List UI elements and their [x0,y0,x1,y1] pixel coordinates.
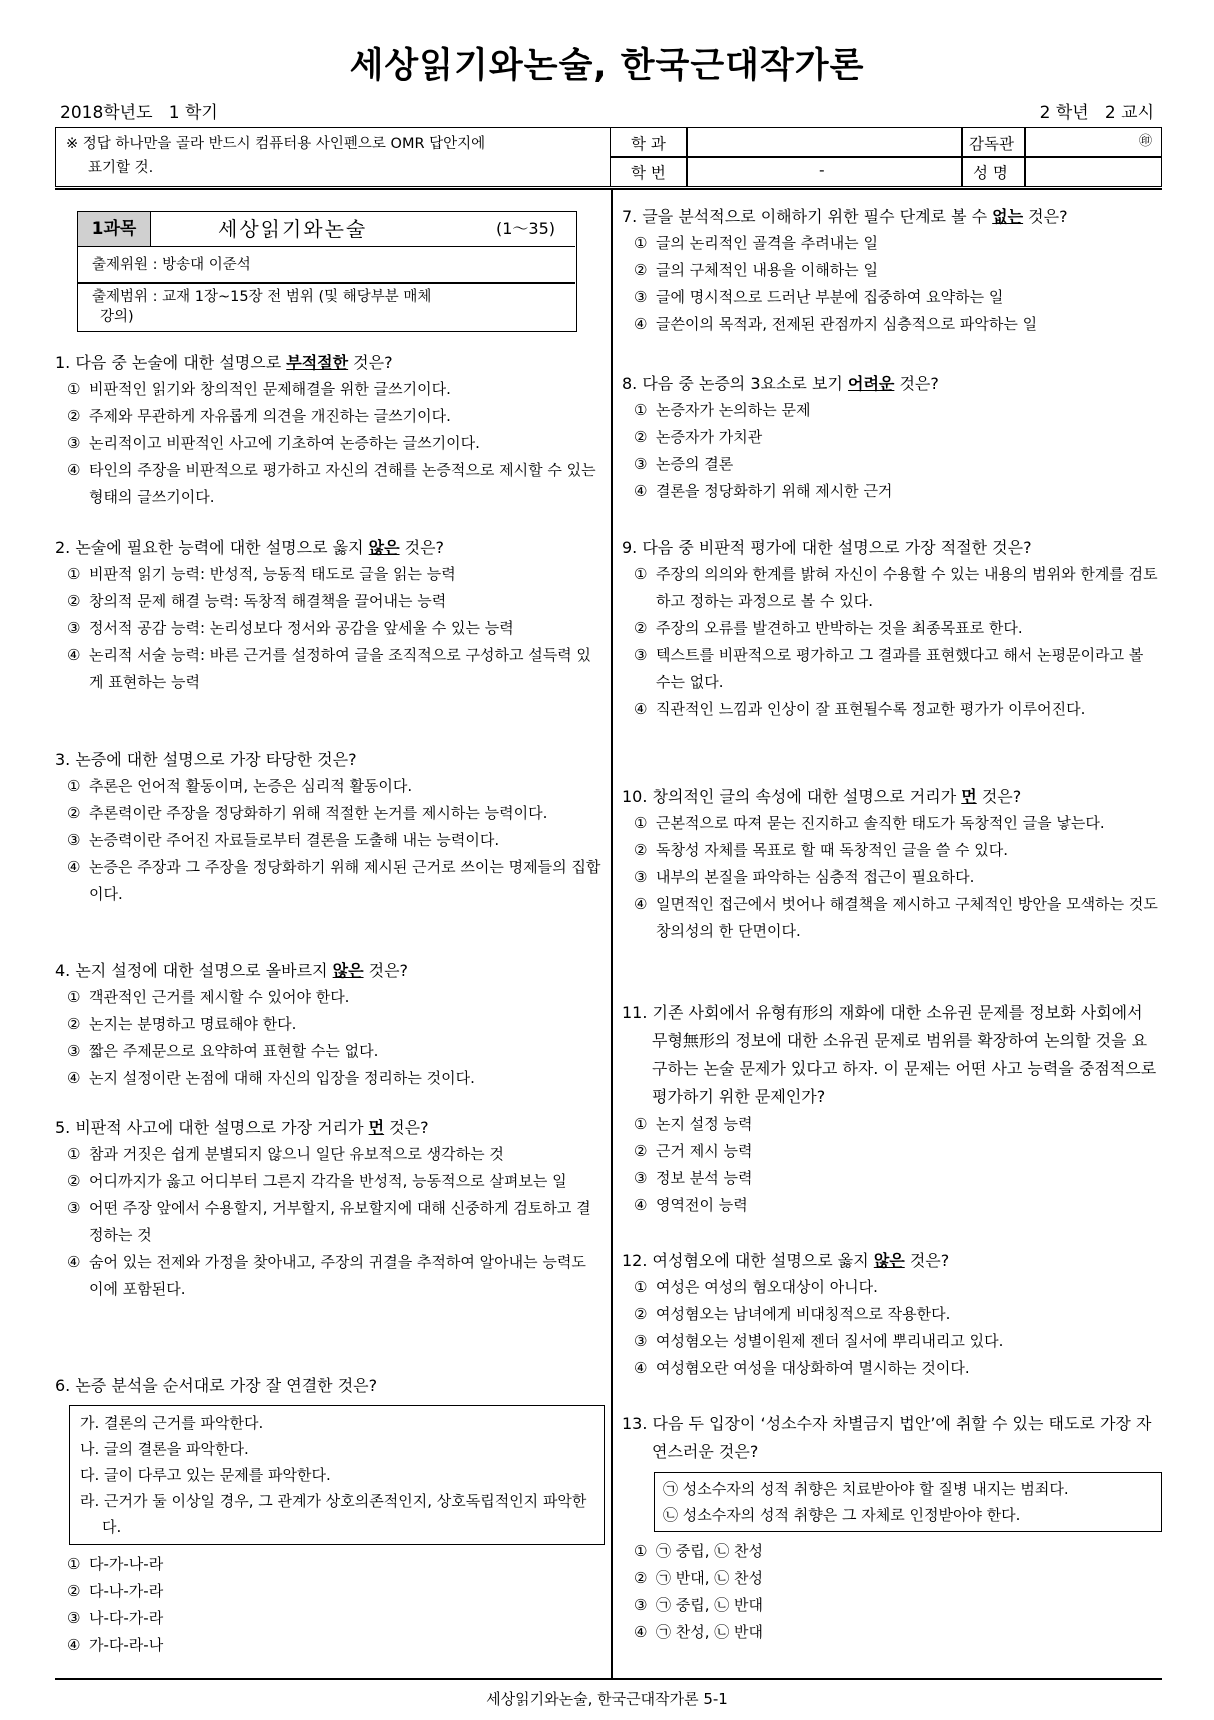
answer-option-1 [55,376,605,403]
option-number: ③ [634,1332,648,1350]
name-field[interactable] [1026,159,1159,185]
option-text: 근거 제시 능력 [656,1142,753,1160]
option-number: ③ [634,1596,648,1614]
option-text: 객관적인 근거를 제시할 수 있어야 한다. [89,988,350,1006]
answer-option-3 [55,430,605,457]
option-number: ④ [634,895,648,913]
box-item: ㉡ 성소수자의 성적 취향은 그 자체로 인정받아야 한다. [663,1506,1021,1524]
question-9 [622,535,1162,723]
top-rule [55,188,1162,190]
answer-option-3 [622,284,1162,311]
option-number: ③ [634,455,648,473]
answer-option-3 [622,1592,1162,1619]
answer-option-4 [55,1632,605,1659]
option-number: ④ [67,1069,81,1087]
option-text: 주제와 무관하게 자유롭게 의견을 개진하는 글쓰기이다. [89,407,451,425]
option-number: ③ [634,1169,648,1187]
question-stem: 10. 창의적인 글의 속성에 대한 설명으로 거리가 먼 것은? [622,787,1022,806]
question-3 [55,747,605,908]
option-text: 추론은 언어적 활동이며, 논증은 심리적 활동이다. [89,777,413,795]
option-number: ① [67,777,81,795]
option-number: ③ [67,619,81,637]
option-text: 독창성 자체를 목표로 할 때 독창적인 글을 쓸 수 있다. [656,841,1008,859]
option-number: ③ [67,831,81,849]
answer-option-1 [55,1141,605,1168]
exam-grade: 2 학년 [1039,103,1089,123]
option-number: ③ [67,434,81,452]
answer-option-2 [622,615,1162,642]
question-2 [55,535,605,696]
question-13-box [654,1472,1162,1532]
question-stem: 7. 글을 분석적으로 이해하기 위한 필수 단계로 볼 수 없는 것은? [622,207,1068,226]
name-label: 성 명 [973,164,1008,182]
option-number: ④ [634,315,648,333]
answer-option-1 [622,230,1162,257]
option-text: 어떤 주장 앞에서 수용할지, 거부할지, 유보할지에 대해 신중하게 검토하고 결정하는 것 [89,1199,591,1244]
option-text: 근본적으로 따져 묻는 진지하고 솔직한 태도가 독창적인 글을 낳는다. [656,814,1105,832]
option-number: ④ [67,646,81,664]
question-stem: 3. 논증에 대한 설명으로 가장 타당한 것은? [55,750,357,769]
option-number: ② [634,841,648,859]
question-11 [622,999,1162,1219]
option-text: 논증은 주장과 그 주장을 정당화하기 위해 제시된 근거로 쓰이는 명제들의 집합이다. [89,858,601,903]
option-text: 나-다-가-라 [89,1609,164,1627]
exam-grade-period [1040,98,1154,123]
option-number: ① [634,234,648,252]
omr-notice [56,128,611,186]
answer-option-4 [55,854,605,908]
option-text: 논지 설정이란 논점에 대해 자신의 입장을 정리하는 것이다. [89,1069,475,1087]
scope-line-2: 강의) [100,309,134,325]
question-stem: 11. 기존 사회에서 유형有形의 재화에 대한 소유권 문제를 정보화 사회에서 무형無形의 정보에 대한 소유권 문제로 범위를 확장하여 논의할 것을 요구하는 논술 문제가 있다고 하자. 이 문제는 어떤 사고 능력을 중점적으로 평가하기 위한 문제인가? [622,1003,1157,1106]
option-number: ④ [67,461,81,479]
answer-option-3 [622,451,1162,478]
option-number: ③ [634,288,648,306]
subject-scope [92,287,562,327]
option-text: 창의적 문제 해결 능력: 독창적 해결책을 끌어내는 능력 [89,592,447,610]
answer-option-2 [622,1138,1162,1165]
answer-option-1 [55,773,605,800]
answer-option-4 [55,1249,605,1303]
option-number: ④ [67,1253,81,1271]
answer-option-1 [55,1551,605,1578]
question-stem: 1. 다음 중 논술에 대한 설명으로 부적절한 것은? [55,353,393,372]
answer-option-4 [622,1192,1162,1219]
option-text: 숨어 있는 전제와 가정을 찾아내고, 주장의 귀결을 추적하여 알아내는 능력도 이에 포함된다. [89,1253,586,1298]
option-text: 논증력이란 주어진 자료들로부터 결론을 도출해 내는 능력이다. [89,831,500,849]
question-13 [622,1410,1162,1646]
option-text: 여성혐오는 남녀에게 비대칭적으로 작용한다. [656,1305,951,1323]
option-text: 참과 거짓은 쉽게 분별되지 않으니 일단 유보적으로 생각하는 것 [89,1145,504,1163]
option-number: ② [67,1172,81,1190]
answer-option-3 [622,642,1162,696]
option-text: 여성혐오란 여성을 대상화하여 멸시하는 것이다. [656,1359,970,1377]
option-text: 짧은 주제문으로 요약하여 표현할 수는 없다. [89,1042,379,1060]
answer-option-3 [55,1605,605,1632]
option-text: 여성혐오는 성별이원제 젠더 질서에 뿌리내리고 있다. [656,1332,1004,1350]
student-id-dash: - [819,161,825,179]
option-text: 타인의 주장을 비판적으로 평가하고 자신의 견해를 논증적으로 제시할 수 있는 형태의 글쓰기이다. [89,461,596,506]
option-text: 논지 설정 능력 [656,1115,753,1133]
scope-line-1: 출제범위 : 교재 1장~15장 전 범위 (및 해당부분 매체 [92,289,432,305]
option-text: 비판적인 읽기와 창의적인 문제해결을 위한 글쓰기이다. [89,380,451,398]
option-text: 직관적인 느낌과 인상이 잘 표현될수록 정교한 평가가 이루어진다. [656,700,1086,718]
option-text: ㉠ 중립, ㉡ 반대 [656,1596,764,1614]
exam-year: 2018학년도 [60,103,153,123]
option-number: ② [634,1142,648,1160]
option-number: ④ [634,1359,648,1377]
option-number: ① [634,401,648,419]
option-text: 논리적이고 비판적인 사고에 기초하여 논증하는 글쓰기이다. [89,434,480,452]
column-divider [611,189,613,1679]
question-6 [55,1373,605,1659]
question-stem: 6. 논증 분석을 순서대로 가장 잘 연결한 것은? [55,1376,378,1395]
answer-option-3 [55,1038,605,1065]
answer-option-4 [55,642,605,696]
option-number: ② [634,619,648,637]
option-text: ㉠ 찬성, ㉡ 반대 [656,1623,764,1641]
student-info-table [55,127,1162,187]
option-text: 논지는 분명하고 명료해야 한다. [89,1015,297,1033]
question-10 [622,784,1162,945]
option-text: 다-나-가-라 [89,1582,164,1600]
answer-option-1 [55,984,605,1011]
option-number: ① [634,1278,648,1296]
subject-range: (1～35) [495,219,555,238]
dept-label: 학 과 [631,135,666,153]
page-title: 세상읽기와논술, 한국근대작가론 [349,46,865,86]
question-stem: 12. 여성혐오에 대한 설명으로 옳지 않은 것은? [622,1251,950,1270]
option-text: 주장의 오류를 발견하고 반박하는 것을 최종목표로 한다. [656,619,1023,637]
option-number: ④ [634,482,648,500]
student-id-label: 학 번 [631,164,666,182]
option-text: 추론력이란 주장을 정당화하기 위해 적절한 논거를 제시하는 능력이다. [89,804,548,822]
question-5 [55,1115,605,1303]
answer-option-2 [55,588,605,615]
answer-option-4 [622,891,1162,945]
option-text: 내부의 본질을 파악하는 심층적 접근이 필요하다. [656,868,975,886]
exam-period: 2 교시 [1104,103,1154,123]
option-number: ① [634,1542,648,1560]
answer-option-2 [55,1578,605,1605]
option-number: ② [634,428,648,446]
option-text: 텍스트를 비판적으로 평가하고 그 결과를 표현했다고 해서 논평문이라고 볼 수는 없다. [656,646,1144,691]
option-text: ㉠ 중립, ㉡ 찬성 [656,1542,764,1560]
option-text: 논리적 서술 능력: 바른 근거를 설정하여 글을 조직적으로 구성하고 설득력 있게 표현하는 능력 [89,646,591,691]
notice-line-1: ※ 정답 하나만을 골라 반드시 컴퓨터용 사인펜으로 OMR 답안지에 [66,136,486,152]
option-text: 영역전이 능력 [656,1196,748,1214]
box-item: 가. 결론의 근거를 파악한다. [80,1414,264,1432]
answer-option-2 [622,837,1162,864]
answer-option-3 [622,1328,1162,1355]
option-text: 글의 논리적인 골격을 추려내는 일 [656,234,878,252]
option-number: ① [67,1555,81,1573]
box-item: 다. 글이 다루고 있는 문제를 파악한다. [80,1466,331,1484]
question-6-box [69,1405,605,1545]
answer-option-3 [55,1195,605,1249]
answer-option-4 [55,1065,605,1092]
answer-option-4 [622,696,1162,723]
option-number: ① [67,988,81,1006]
option-number: ② [634,1569,648,1587]
answer-option-2 [55,403,605,430]
option-number: ① [67,380,81,398]
option-number: ④ [634,700,648,718]
box-item: 라. 근거가 둘 이상일 경우, 그 관계가 상호의존적인지, 상호독립적인지 파악한다. [80,1492,587,1536]
option-text: 글쓴이의 목적과, 전제된 관점까지 심층적으로 파악하는 일 [656,315,1038,333]
question-4 [55,958,605,1092]
answer-option-1 [622,397,1162,424]
option-number: ③ [634,868,648,886]
subject-author: 출제위원 : 방송대 이준석 [92,257,251,273]
option-number: ② [67,407,81,425]
answer-option-2 [622,424,1162,451]
option-text: 가-다-라-나 [89,1636,164,1654]
question-12 [622,1248,1162,1382]
box-item: ㉠ 성소수자의 성적 취향은 치료받아야 할 질병 내지는 범죄다. [663,1480,1069,1498]
option-number: ④ [634,1196,648,1214]
answer-option-2 [622,257,1162,284]
dept-field[interactable] [688,129,960,155]
option-number: ② [67,592,81,610]
answer-option-1 [622,1538,1162,1565]
exam-term: 1 학기 [168,103,218,123]
page-footer: 세상읽기와논술, 한국근대작가론 5-1 [486,1690,728,1708]
answer-option-4 [622,478,1162,505]
option-number: ① [634,565,648,583]
option-text: 논증자가 가치관 [656,428,763,446]
question-stem: 13. 다음 두 입장이 ‘성소수자 차별금지 법안’에 취할 수 있는 태도로 가장 자연스러운 것은? [622,1414,1152,1461]
answer-option-3 [55,615,605,642]
question-stem: 8. 다음 중 논증의 3요소로 보기 어려운 것은? [622,374,939,393]
subject-name: 세상읽기와논술 [218,217,368,241]
option-text: 논증자가 논의하는 문제 [656,401,811,419]
option-text: 정보 분석 능력 [656,1169,753,1187]
option-number: ③ [67,1199,81,1217]
option-text: 논증의 결론 [656,455,734,473]
option-number: ④ [634,1623,648,1641]
option-text: 글에 명시적으로 드러난 부분에 집중하여 요약하는 일 [656,288,1004,306]
option-number: ④ [67,858,81,876]
option-number: ① [67,1145,81,1163]
notice-line-2: 표기할 것. [88,160,154,176]
question-stem: 4. 논지 설정에 대한 설명으로 올바르지 않은 것은? [55,961,409,980]
question-8 [622,371,1162,505]
option-number: ① [634,814,648,832]
answer-option-1 [622,1274,1162,1301]
option-number: ① [634,1115,648,1133]
option-text: 어디까지가 옳고 어디부터 그른지 각각을 반성적, 능동적으로 살펴보는 일 [89,1172,567,1190]
bottom-rule [55,1678,1162,1680]
answer-option-4 [55,457,605,511]
question-7 [622,204,1162,338]
option-number: ② [634,1305,648,1323]
option-text: 주장의 의의와 한계를 밝혀 자신이 수용할 수 있는 내용의 범위와 한계를 검토하고 정하는 과정으로 볼 수 있다. [656,565,1158,610]
option-number: ② [67,804,81,822]
question-stem: 9. 다음 중 비판적 평가에 대한 설명으로 가장 적절한 것은? [622,538,1032,557]
answer-option-1 [622,561,1162,615]
option-text: 정서적 공감 능력: 논리성보다 정서와 공감을 앞세울 수 있는 능력 [89,619,514,637]
subject-info-box [77,211,577,332]
answer-option-3 [622,864,1162,891]
answer-option-2 [622,1301,1162,1328]
answer-option-2 [622,1565,1162,1592]
seal-icon: ㊞ [1139,134,1153,149]
option-text: ㉠ 반대, ㉡ 찬성 [656,1569,764,1587]
subject-number: 1과목 [78,212,151,246]
answer-option-3 [55,827,605,854]
answer-option-4 [622,311,1162,338]
option-number: ③ [634,646,648,664]
answer-option-1 [55,561,605,588]
exam-year-term [60,98,218,123]
option-number: ② [67,1015,81,1033]
answer-option-2 [55,800,605,827]
option-text: 여성은 여성의 혐오대상이 아니다. [656,1278,878,1296]
answer-option-1 [622,810,1162,837]
option-text: 일면적인 접근에서 벗어나 해결책을 제시하고 구체적인 방안을 모색하는 것도 창의성의 한 단면이다. [656,895,1158,940]
answer-option-2 [55,1168,605,1195]
question-stem: 5. 비판적 사고에 대한 설명으로 가장 거리가 먼 것은? [55,1118,429,1137]
option-number: ① [67,565,81,583]
answer-option-2 [55,1011,605,1038]
answer-option-1 [622,1111,1162,1138]
option-text: 다-가-나-라 [89,1555,164,1573]
answer-option-4 [622,1619,1162,1646]
question-stem: 2. 논술에 필요한 능력에 대한 설명으로 옳지 않은 것은? [55,538,445,557]
answer-option-3 [622,1165,1162,1192]
option-number: ③ [67,1042,81,1060]
option-number: ④ [67,1636,81,1654]
option-text: 비판적 읽기 능력: 반성적, 능동적 태도로 글을 읽는 능력 [89,565,456,583]
option-number: ② [634,261,648,279]
option-number: ② [67,1582,81,1600]
question-1 [55,350,605,511]
option-text: 결론을 정당화하기 위해 제시한 근거 [656,482,893,500]
proctor-label: 감독관 [969,135,1014,153]
answer-option-4 [622,1355,1162,1382]
option-number: ③ [67,1609,81,1627]
box-item: 나. 글의 결론을 파악한다. [80,1440,249,1458]
option-text: 글의 구체적인 내용을 이해하는 일 [656,261,878,279]
